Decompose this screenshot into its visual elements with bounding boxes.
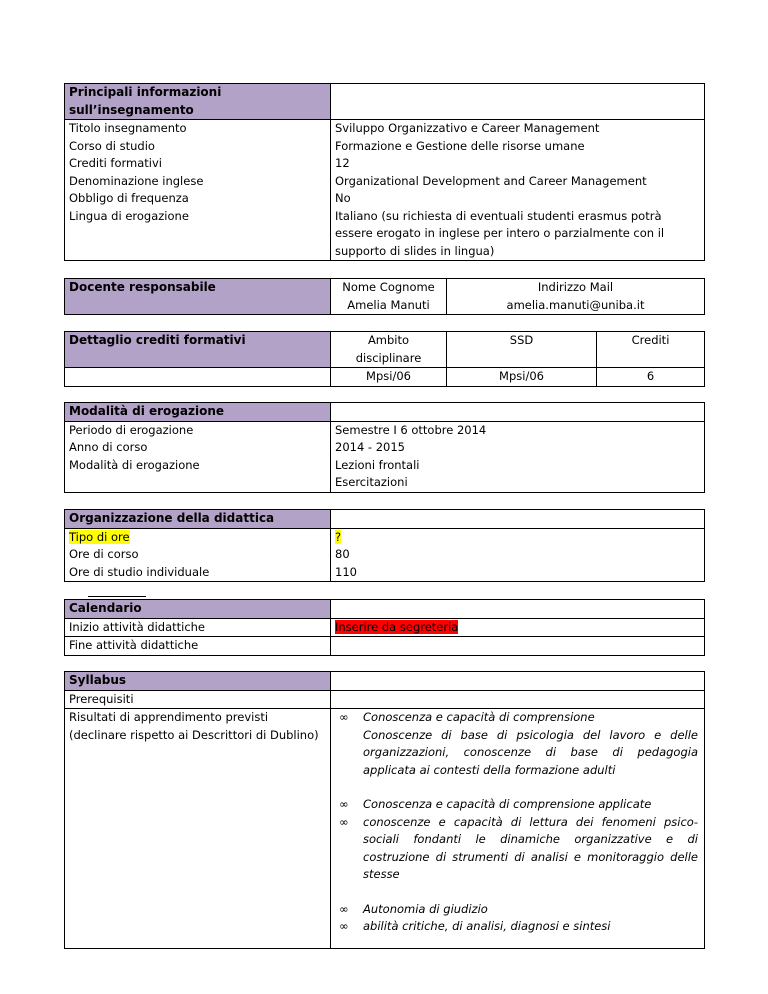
docente-header: Docente responsabile	[65, 279, 331, 315]
label-anno: Anno di corso	[69, 440, 148, 454]
docente-mail-cell	[447, 279, 705, 315]
risultati-list-3	[335, 901, 698, 936]
organizzazione-values	[331, 528, 705, 582]
docente-mail-title: Indirizzo Mail	[537, 280, 614, 294]
modalita-values	[331, 421, 705, 492]
value-corso: Formazione e Gestione delle risorse umane	[335, 138, 585, 153]
info-labels	[65, 120, 331, 261]
modalita-table	[64, 402, 705, 493]
modalita-labels	[65, 421, 331, 492]
list-item: ∞ conoscenze e capacità di lettura dei fenomeni psico-sociali fondanti le dinamiche organizzative e di costruzione di strumenti di analisi e monitoraggio delle stesse	[339, 814, 698, 881]
bullet-icon: ∞	[339, 919, 349, 933]
label-risultati: Risultati di apprendimento previsti (declinare rispetto ai Descrittori di Dublino)	[65, 709, 331, 949]
crediti-empty	[65, 368, 331, 387]
syllabus-header-empty	[331, 672, 705, 691]
value-inizio: Inserire da segreteria	[335, 619, 459, 634]
value-denominazione: Organizational Development and Career Management	[335, 173, 647, 188]
label-obbligo: Obbligo di frequenza	[69, 191, 189, 205]
crediti-ambito-title: Ambito disciplinare	[331, 332, 447, 368]
list-item: ∞ abilità critiche, di analisi, diagnosi e sintesi	[335, 918, 698, 936]
label-crediti: Crediti formativi	[69, 156, 162, 170]
list-item: ∞ Conoscenza e capacità di comprensione	[335, 709, 698, 727]
calendario-top-line	[88, 596, 146, 597]
label-ore-studio: Ore di studio individuale	[69, 564, 210, 579]
label-titolo: Titolo insegnamento	[69, 121, 187, 135]
value-modalita-2: Esercitazioni	[335, 475, 408, 489]
bullet-icon: ∞	[339, 901, 349, 916]
value-obbligo: No	[335, 191, 351, 205]
bullet-icon: ∞	[339, 710, 349, 724]
inizio-value-cell	[331, 618, 705, 637]
organizzazione-header: Organizzazione della didattica	[65, 510, 331, 529]
crediti-crediti-value: 6	[597, 368, 705, 387]
value-titolo: Sviluppo Organizzativo e Career Management	[335, 121, 600, 135]
crediti-table	[64, 331, 705, 387]
organizzazione-header-empty	[331, 510, 705, 529]
organizzazione-labels	[65, 528, 331, 582]
label-periodo: Periodo di erogazione	[69, 422, 194, 437]
value-tipo-ore: ?	[335, 529, 342, 544]
organizzazione-table	[64, 509, 705, 582]
risultati-list-2	[335, 796, 698, 884]
value-lingua: Italiano (su richiesta di eventuali studenti erasmus potrà essere erogato in inglese per intero o parzialmente con il supporto di slides in lingua)	[335, 208, 665, 258]
calendario-header-empty	[331, 600, 705, 619]
label-lingua: Lingua di erogazione	[69, 208, 189, 223]
risultati-content	[331, 709, 705, 949]
crediti-crediti-title: Crediti	[597, 332, 705, 368]
item1-text: Conoscenze di base di psicologia del lavoro e delle organizzazioni, conoscenze di base di pedagogia applicata ai contesti della formazione adulti	[363, 727, 698, 777]
modalita-header: Modalità di erogazione	[65, 403, 331, 422]
calendario-header: Calendario	[65, 600, 331, 619]
docente-name-title: Nome Cognome	[342, 280, 435, 294]
info-table	[64, 83, 705, 261]
modalita-header-empty	[331, 403, 705, 422]
docente-name-cell	[331, 279, 447, 315]
docente-name: Amelia Manuti	[347, 297, 430, 312]
value-anno: 2014 - 2015	[335, 440, 405, 454]
value-crediti: 12	[335, 156, 350, 170]
value-fine	[331, 637, 705, 656]
syllabus-table	[64, 671, 705, 949]
info-header-empty	[331, 84, 705, 120]
label-corso: Corso di studio	[69, 138, 155, 153]
label-ore-corso: Ore di corso	[69, 547, 139, 561]
docente-table	[64, 278, 705, 315]
label-tipo-ore: Tipo di ore	[69, 529, 130, 544]
value-prerequisiti	[331, 690, 705, 709]
label-fine: Fine attività didattiche	[65, 637, 331, 656]
info-header: Principali informazioni sull’insegnamento	[65, 84, 331, 120]
crediti-ssd-value: Mpsi/06	[447, 368, 597, 387]
crediti-header: Dettaglio crediti formativi	[65, 332, 331, 368]
value-ore-studio: 110	[335, 564, 357, 579]
docente-mail: amelia.manuti@uniba.it	[506, 297, 645, 312]
info-values	[331, 120, 705, 261]
calendario-table	[64, 599, 705, 656]
bullet-icon: ∞	[339, 814, 349, 829]
value-ore-corso: 80	[335, 547, 350, 561]
label-denominazione: Denominazione inglese	[69, 173, 204, 188]
label-prerequisiti: Prerequisiti	[65, 690, 331, 709]
crediti-ambito-value: Mpsi/06	[331, 368, 447, 387]
bullet-icon: ∞	[339, 797, 349, 811]
value-modalita-1: Lezioni frontali	[335, 457, 420, 472]
label-inizio: Inizio attività didattiche	[65, 618, 331, 637]
syllabus-header: Syllabus	[65, 672, 331, 691]
list-item: ∞ Autonomia di giudizio	[335, 901, 698, 919]
crediti-ssd-title: SSD	[447, 332, 597, 368]
label-modalita: Modalità di erogazione	[69, 457, 200, 472]
value-periodo: Semestre I 6 ottobre 2014	[335, 422, 487, 437]
list-item: ∞ Conoscenza e capacità di comprensione applicate	[335, 796, 698, 814]
risultati-list-1	[335, 709, 698, 727]
